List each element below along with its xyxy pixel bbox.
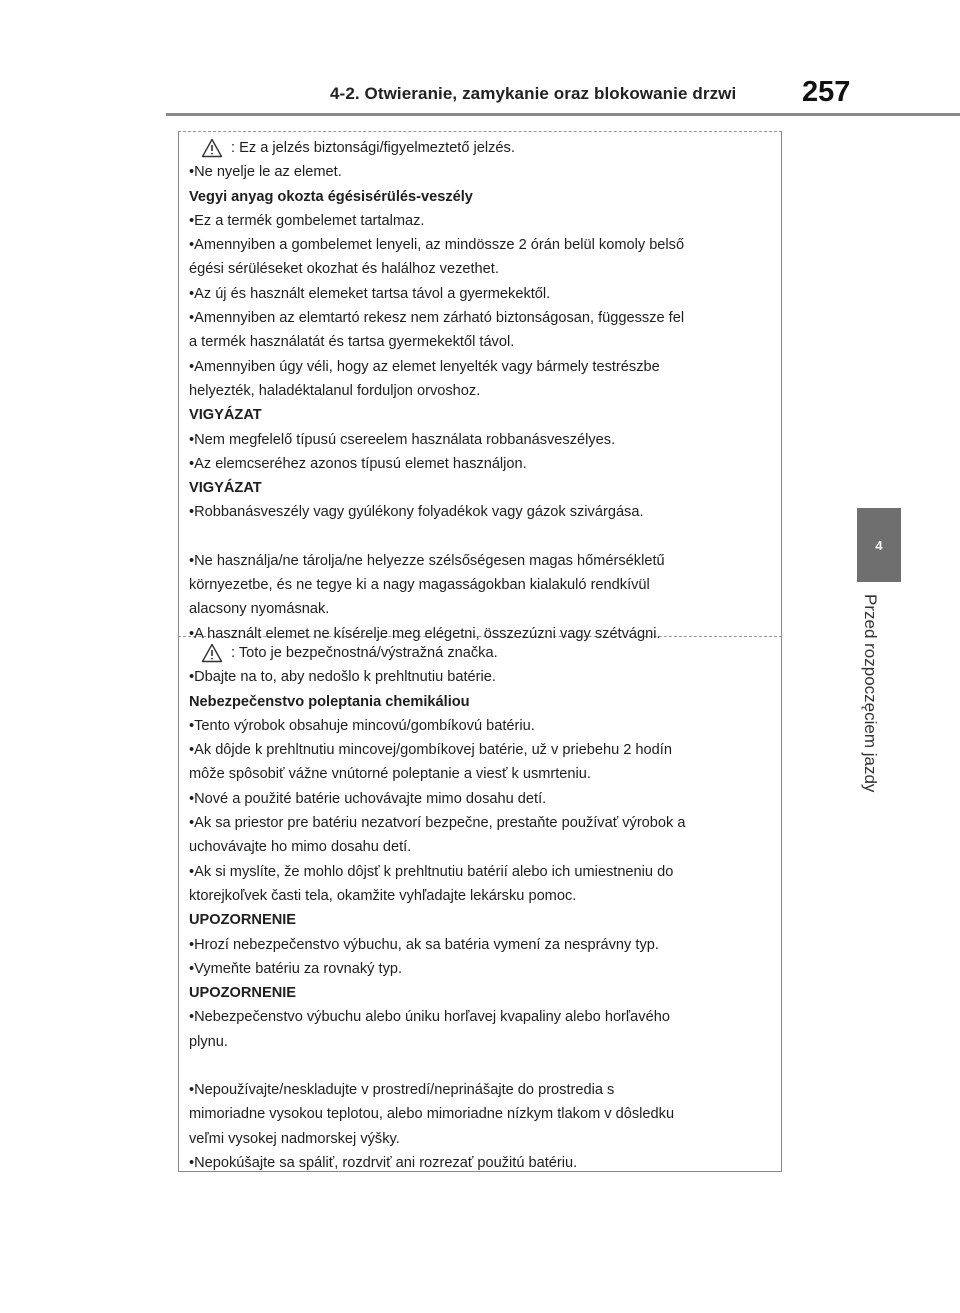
section-heading: UPOZORNENIE (189, 985, 297, 1002)
text-line: •Ne nyelje le az elemet. (189, 164, 342, 181)
warning-box-hungarian (178, 131, 782, 642)
section-heading: VIGYÁZAT (189, 480, 262, 497)
section-title: 4-2. Otwieranie, zamykanie oraz blokowanie drzwi (330, 84, 737, 103)
text-line: •Ak sa priestor pre batériu nezatvorí bezpečne, prestaňte používať výrobok a (189, 815, 686, 832)
symbol-note-text: : Ez a jelzés biztonsági/figyelmeztető jelzés. (231, 140, 515, 156)
warning-triangle-icon (201, 643, 223, 663)
text-line: plynu. (189, 1033, 228, 1050)
text-line: alacsony nyomásnak. (189, 601, 330, 618)
section-heading: UPOZORNENIE (189, 912, 297, 929)
text-line: •Nebezpečenstvo výbuchu alebo úniku horľavej kvapaliny alebo horľavého (189, 1009, 670, 1026)
text-line: •Ak si myslíte, že mohlo dôjsť k prehltnutiu batérií alebo ich umiestneniu do (189, 863, 674, 880)
text-line: môže spôsobiť vážne vnútorné poleptanie a viesť k usmrteniu. (189, 766, 591, 783)
hungarian-text-lines (189, 160, 781, 646)
text-line: •Nepoužívajte/neskladujte v prostredí/neprinášajte do prostredia s (189, 1082, 615, 1099)
text-line: •A használt elemet ne kísérelje meg elégetni, összezúzni vagy szétvágni. (189, 625, 661, 642)
symbol-note (189, 641, 781, 665)
text-line: •Dbajte na to, aby nedošlo k prehltnutiu batérie. (189, 669, 496, 686)
text-line: •Nepokúšajte sa spáliť, rozdrviť ani rozrezať použitú batériu. (189, 1154, 578, 1171)
page-number: 257 (802, 76, 851, 108)
section-heading: VIGYÁZAT (189, 407, 262, 424)
text-line: •Amennyiben úgy véli, hogy az elemet lenyelték vagy bármely testrészbe (189, 358, 660, 375)
text-line: veľmi vysokej nadmorskej výšky. (189, 1130, 400, 1147)
text-line: a termék használatát és tartsa gyermekektől távol. (189, 334, 515, 351)
text-line: •Ne használja/ne tárolja/ne helyezze szélsőségesen magas hőmérsékletű (189, 552, 665, 569)
text-line: •Nem megfelelő típusú csereelem használata robbanásveszélyes. (189, 431, 616, 448)
text-line: •Vymeňte batériu za rovnaký typ. (189, 960, 403, 977)
text-line: ktorejkoľvek časti tela, okamžite vyhľadajte lekársku pomoc. (189, 887, 577, 904)
text-line: •Amennyiben az elemtartó rekesz nem zárható biztonságosan, függessze fel (189, 310, 685, 327)
symbol-note-text: : Toto je bezpečnostná/výstražná značka. (231, 645, 498, 661)
text-line: •Robbanásveszély vagy gyúlékony folyadékok vagy gázok szivárgása. (189, 504, 644, 521)
text-line: •Amennyiben a gombelemet lenyeli, az mindössze 2 órán belül komoly belső (189, 237, 685, 254)
warning-box-slovak (178, 637, 782, 1172)
text-line: •Az új és használt elemeket tartsa távol a gyermekektől. (189, 285, 551, 302)
text-line: •Tento výrobok obsahuje mincovú/gombíkovú batériu. (189, 717, 535, 734)
section-heading: Nebezpečenstvo poleptania chemikáliou (189, 693, 470, 710)
text-line: •Az elemcseréhez azonos típusú elemet használjon. (189, 455, 527, 472)
text-line: •Hrozí nebezpečenstvo výbuchu, ak sa batéria vymení za nesprávny typ. (189, 936, 659, 953)
warning-triangle-icon (201, 138, 223, 158)
symbol-note (189, 136, 781, 160)
text-line: égési sérüléseket okozhat és halálhoz vezethet. (189, 261, 499, 278)
text-line: •Ak dôjde k prehltnutiu mincovej/gombíkovej batérie, už v priebehu 2 hodín (189, 742, 672, 759)
chapter-caption-text: Przed rozpoczęciem jazdy (861, 594, 880, 793)
text-line: •Nové a použité batérie uchovávajte mimo dosahu detí. (189, 790, 547, 807)
text-line: •Ez a termék gombelemet tartalmaz. (189, 212, 425, 229)
text-line: helyezték, haladéktalanul forduljon orvoshoz. (189, 382, 481, 399)
section-heading: Vegyi anyag okozta égésisérülés-veszély (189, 188, 473, 205)
text-line: mimoriadne vysokou teplotou, alebo mimoriadne nízkym tlakom v dôsledku (189, 1106, 675, 1123)
header-divider (166, 113, 960, 116)
text-line: uchovávajte ho mimo dosahu detí. (189, 839, 412, 856)
chapter-caption (862, 594, 898, 824)
slovak-text-lines (189, 665, 781, 1175)
text-line: környezetbe, és ne tegye ki a nagy magasságokban kialakuló rendkívül (189, 577, 650, 594)
chapter-number: 4 (875, 537, 883, 553)
chapter-tab (857, 508, 901, 582)
page-header (0, 0, 960, 118)
